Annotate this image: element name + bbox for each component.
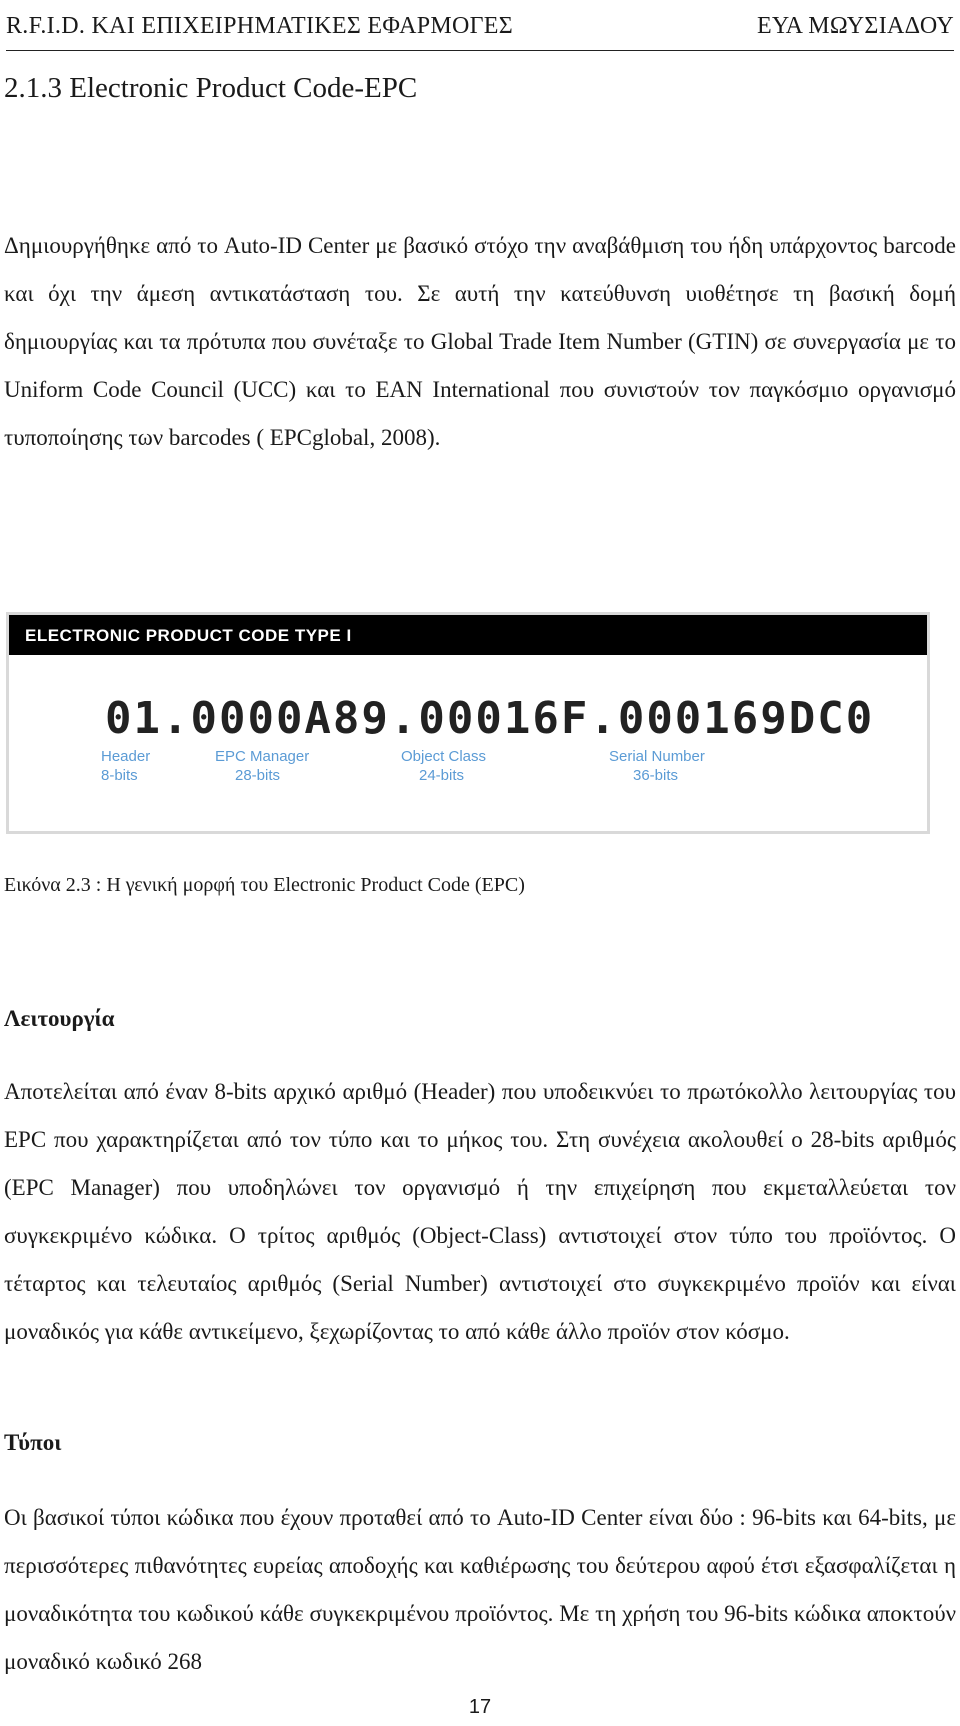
segment-name: EPC Manager bbox=[215, 748, 310, 765]
page-header bbox=[6, 0, 954, 51]
page-number: 17 bbox=[468, 1696, 492, 1718]
header-left-title: R.F.I.D. ΚΑΙ ΕΠΙΧΕΙΡΗΜΑΤΙΚΕΣ ΕΦΑΡΜΟΓΕΣ bbox=[6, 13, 514, 39]
segment-name: Header bbox=[101, 748, 151, 765]
segment-label-object-class bbox=[401, 747, 486, 785]
subheading-types: Τύποι bbox=[4, 1430, 62, 1455]
epc-figure bbox=[6, 612, 930, 834]
segment-bits: 36-bits bbox=[633, 767, 679, 784]
segment-name: Serial Number bbox=[609, 748, 705, 765]
segment-name: Object Class bbox=[401, 748, 487, 765]
figure-caption: Εικόνα 2.3 : Η γενική μορφή του Electronic Product Code (EPC) bbox=[4, 874, 525, 896]
segment-bits: 24-bits bbox=[419, 767, 465, 784]
function-paragraph: Αποτελείται από έναν 8-bits αρχικό αριθμό (Header) που υποδεικνύει το πρωτόκολλο λειτουργίας του EPC που χαρακτηρίζεται από τον τύπο και το μήκος του. Στη συνέχεια ακολουθεί ο 28-bits αριθμός (EPC Manager) που υποδηλώνει τον οργανισμό ή την επιχείρηση που εκμεταλλεύεται τον συγκεκριμένο κώδικα. Ο τρίτος αριθμός (Object-Class) αντιστοιχεί στον τύπο του προϊόντος. Ο τέταρτος και τελευταίος αριθμός (Serial Number) αντιστοιχεί στο συγκεκριμένο προϊόν και είναι μοναδικός για κάθε αντικείμενο, ξεχωρίζοντας το από κάθε άλλο προϊόν στον κόσμο. bbox=[4, 1079, 956, 1344]
segment-bits: 28-bits bbox=[235, 767, 281, 784]
segment-bits: 8-bits bbox=[101, 767, 138, 784]
intro-paragraph: Δημιουργήθηκε από το Auto-ID Center με βασικό στόχο την αναβάθμιση του ήδη υπάρχοντος barcode και όχι την άμεση αντικατάσταση του. Σε αυτή την κατεύθυνση υιοθέτησε τη βασική δομή δημιουργίας και τα πρότυπα που συνέταξε το Global Trade Item Number (GTIN) σε συνεργασία με το Uniform Code Council (UCC) και το EAN International που συνιστούν τον παγκόσμιο οργανισμό τυποποίησης των barcodes ( EPCglobal, 2008). bbox=[4, 233, 956, 450]
subheading-function: Λειτουργία bbox=[4, 1006, 115, 1031]
segment-label-epc-manager bbox=[215, 747, 309, 785]
header-author: ΕΥΑ ΜΩΥΣΙΑΔΟΥ bbox=[756, 13, 954, 39]
section-title: 2.1.3 Electronic Product Code-EPC bbox=[4, 72, 418, 104]
segment-label-header bbox=[101, 747, 150, 785]
figure-title-bar: ELECTRONIC PRODUCT CODE TYPE I bbox=[9, 615, 927, 655]
segment-label-serial-number bbox=[609, 747, 705, 785]
types-paragraph: Οι βασικοί τύποι κώδικα που έχουν προταθεί από το Auto-ID Center είναι δύο : 96-bits και 64-bits, με περισσότερες πιθανότητες ευρείας αποδοχής και καθιέρωσης του δεύτερου αφού έτσι εξασφαλίζεται η μοναδικότητα του κωδικού κάθε συγκεκριμένου προϊόντος. Με τη χρήση του 96-bits κώδικα αποκτούν μοναδικό κωδικό 268 bbox=[4, 1505, 956, 1674]
epc-code: 01.0000A89.00016F.000169DC0 bbox=[105, 693, 875, 744]
